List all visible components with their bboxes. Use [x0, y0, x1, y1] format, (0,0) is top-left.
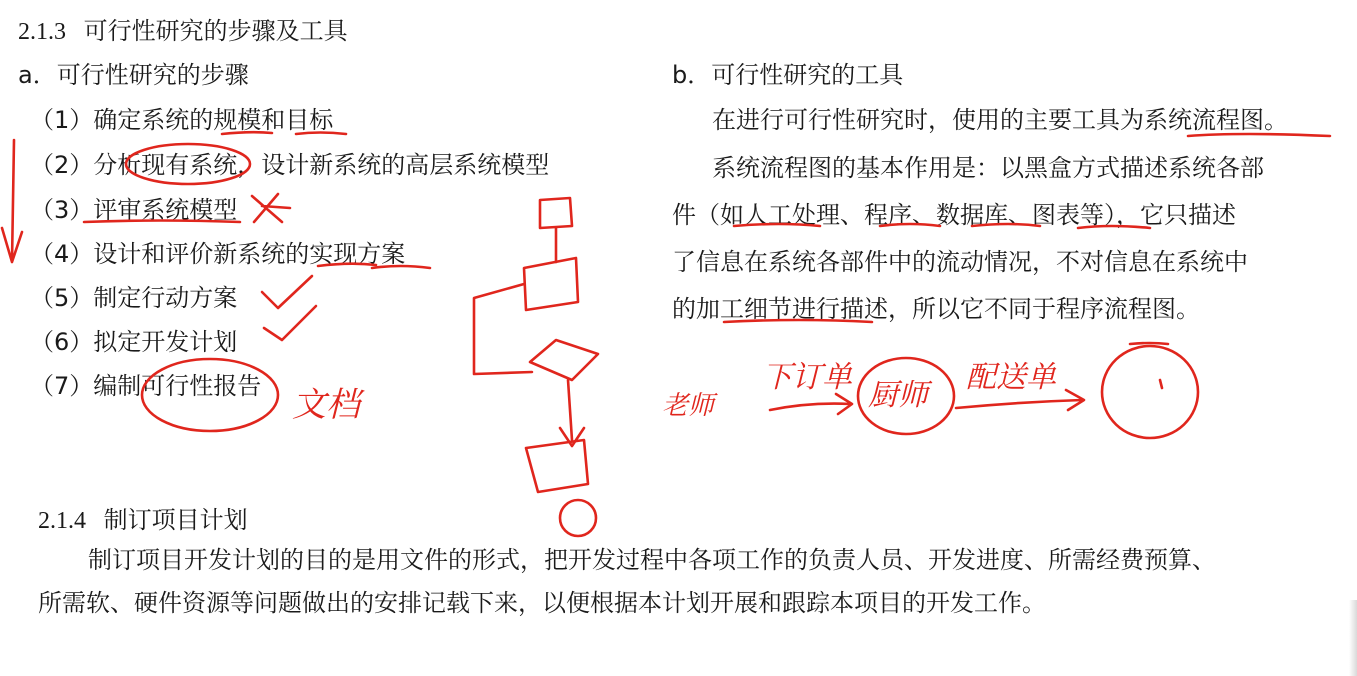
section-214-para-line: 制订项目开发计划的目的是用文件的形式，把开发过程中各项工作的负责人员、开发进度、所需经费预算、: [88, 546, 1216, 574]
part-b-para2-line: 的加工细节进行描述，所以它不同于程序流程图。: [672, 295, 1200, 323]
step-item: （3）评审系统模型: [30, 196, 238, 224]
flowchart-line: [474, 284, 532, 374]
section-title: 制订项目计划: [103, 506, 248, 534]
step-item: （4）设计和评价新系统的实现方案: [30, 240, 406, 268]
check-mark: [264, 306, 316, 340]
flowchart-box: [530, 340, 598, 380]
part-b-para2-line: 件（如人工处理、程序、数据库、图表等），它只描述: [672, 201, 1236, 229]
circle-mark: [1102, 346, 1198, 438]
flowchart-box: [526, 440, 588, 492]
handwritten-annotation: 文档: [292, 385, 360, 425]
handwritten-annotation: 配送单: [966, 360, 1056, 395]
flowchart-box: [540, 198, 572, 228]
section-title: 可行性研究的步骤及工具: [83, 17, 348, 45]
part-b-paragraph-1: 在进行可行性研究时，使用的主要工具为系统流程图。: [712, 106, 1288, 134]
margin-arrow-icon: [2, 140, 22, 262]
page-edge-shadow: [1349, 600, 1357, 676]
check-mark: [262, 276, 312, 308]
step-item: （1）确定系统的规模和目标: [30, 106, 334, 134]
part-b-para2-line: 系统流程图的基本作用是：以黑盒方式描述系统各部: [712, 154, 1264, 182]
part-a-heading: a．可行性研究的步骤: [18, 61, 249, 89]
part-b-heading: b．可行性研究的工具: [672, 61, 904, 89]
step-item: （7）编制可行性报告: [30, 372, 262, 400]
step-item: （2）分析现有系统，设计新系统的高层系统模型: [30, 151, 550, 179]
step-item: （5）制定行动方案: [30, 284, 238, 312]
handwritten-annotation: 厨师: [868, 378, 928, 413]
cross-mark: [252, 194, 290, 222]
arrow-mark: [770, 394, 852, 414]
section-number: 2.1.3: [18, 19, 66, 45]
section-213-heading: [18, 16, 348, 47]
tick-mark: [1160, 380, 1162, 388]
section-number: 2.1.4: [38, 508, 86, 534]
flowchart-end-circle: [560, 500, 596, 536]
part-b-para2-line: 了信息在系统各部件中的流动情况，不对信息在系统中: [672, 248, 1248, 276]
underline-mark: [1130, 343, 1168, 344]
handwritten-annotation: 老师: [662, 391, 715, 421]
handwritten-annotation: 下订单: [762, 360, 852, 395]
section-214-para-line: 所需软、硬件资源等问题做出的安排记载下来，以便根据本计划开展和跟踪本项目的开发工作。: [38, 589, 1046, 617]
section-214-heading: [38, 505, 248, 536]
flowchart-line: [560, 380, 584, 446]
step-item: （6）拟定开发计划: [30, 328, 238, 356]
flowchart-box: [524, 258, 578, 310]
